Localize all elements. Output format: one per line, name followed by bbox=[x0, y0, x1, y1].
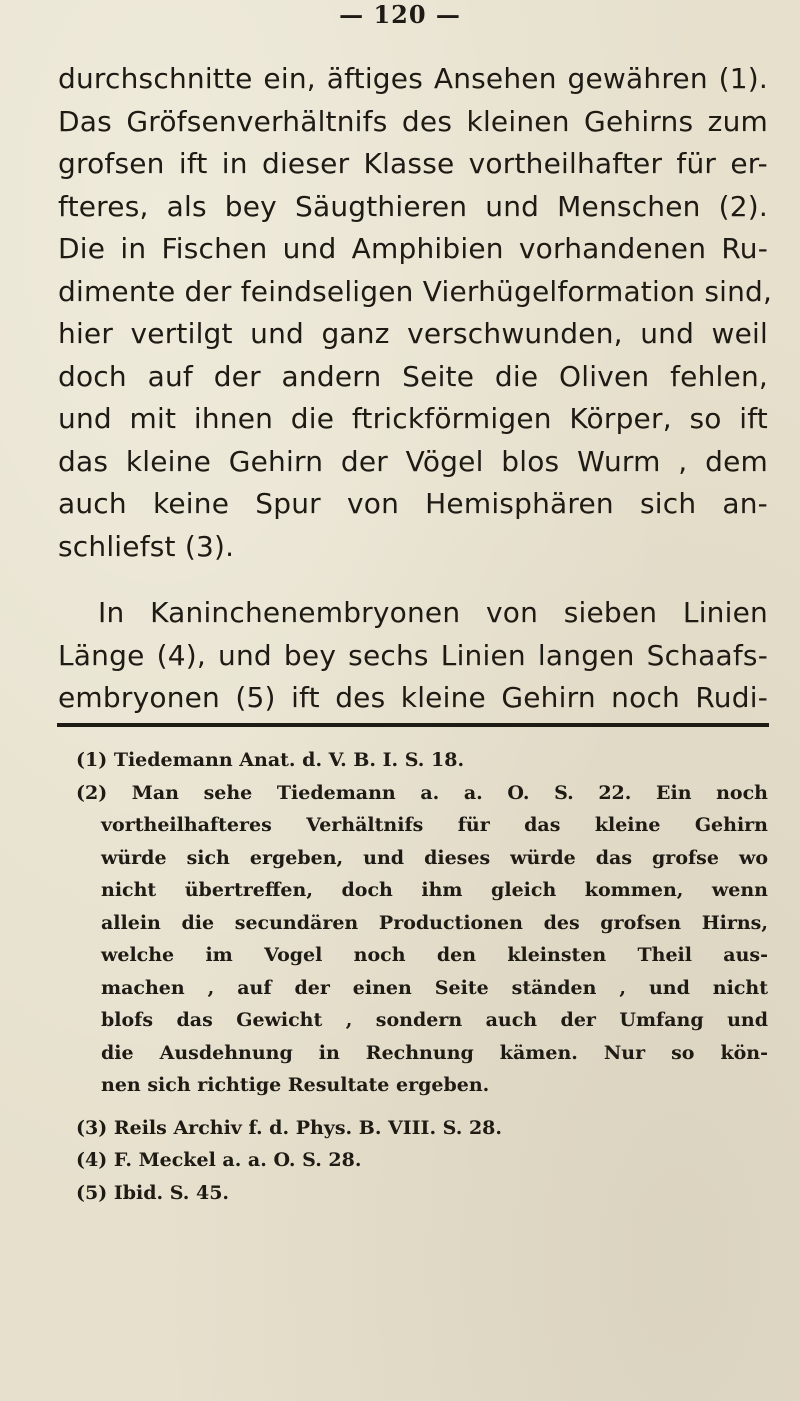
footnote-line: allein die secundären Productionen des grofsen Hirns, bbox=[101, 911, 768, 934]
paragraph-line: grofsen ift in dieser Klasse vortheilhafter für er- bbox=[58, 147, 768, 180]
footnote-separator-rule bbox=[57, 723, 769, 727]
footnote-line: (5) Ibid. S. 45. bbox=[76, 1181, 230, 1204]
paragraph-line: In Kaninchenembryonen von sieben Linien bbox=[98, 596, 768, 629]
footnote-5 bbox=[58, 1177, 768, 1210]
paragraph-line: Die in Fischen und Amphibien vorhandenen Ru- bbox=[58, 232, 768, 265]
footnote-line: nicht übertreffen, doch ihm gleich kommen, wenn bbox=[101, 879, 768, 901]
paragraph-line: dimente der feindseligen Vierhügelformation sind, bbox=[58, 274, 773, 308]
paragraph-line: und mit ihnen die ftrickförmigen Körper, so ift bbox=[58, 402, 768, 435]
footnote-line: (2) Man sehe Tiedemann a. a. O. S. 22. Ein noch bbox=[76, 781, 768, 804]
page-number: — 120 — bbox=[339, 0, 461, 29]
footnote-line: (1) Tiedemann Anat. d. V. B. I. S. 18. bbox=[76, 749, 465, 771]
paragraph-1 bbox=[58, 58, 773, 568]
paragraph-line: Das Gröfsenverhältnifs des kleinen Gehirns zum bbox=[58, 104, 768, 138]
paragraph-2 bbox=[58, 592, 768, 720]
footnote-3 bbox=[58, 1112, 768, 1145]
paragraph-line: fteres, als bey Säugthieren und Menschen (2). bbox=[58, 189, 768, 223]
paragraph-line: schliefst (3). bbox=[58, 529, 235, 563]
paragraph-line: doch auf der andern Seite die Oliven fehlen, bbox=[58, 359, 768, 393]
footnote-gap bbox=[58, 1102, 768, 1112]
paragraph-line: Länge (4), und bey sechs Linien langen Schaafs- bbox=[58, 638, 768, 672]
footnote-line: (3) Reils Archiv f. d. Phys. B. VIII. S. 28. bbox=[76, 1116, 503, 1139]
footnote-line: würde sich ergeben, und dieses würde das grofse wo bbox=[101, 846, 768, 869]
paragraph-line: embryonen (5) ift des kleine Gehirn noch Rudi- bbox=[58, 681, 768, 714]
footnote-line: (4) F. Meckel a. a. O. S. 28. bbox=[76, 1149, 362, 1171]
footnote-1 bbox=[58, 744, 768, 777]
paragraph-line: auch keine Spur von Hemisphären sich an- bbox=[58, 487, 768, 520]
paragraph-line: hier vertilgt und ganz verschwunden, und weil bbox=[58, 317, 768, 350]
paragraph-line: durchschnitte ein, äftiges Ansehen gewähren (1). bbox=[58, 62, 768, 95]
footnote-line: vortheilhafteres Verhältnifs für das kleine Gehirn bbox=[101, 814, 768, 836]
footnote-line: welche im Vogel noch den kleinsten Theil aus- bbox=[101, 944, 768, 966]
paragraph-line: das kleine Gehirn der Vögel blos Wurm , dem bbox=[58, 444, 768, 478]
footnote-line: blofs das Gewicht , sondern auch der Umfang und bbox=[101, 1009, 768, 1031]
footnote-4 bbox=[58, 1144, 768, 1177]
footnote-line: die Ausdehnung in Rechnung kämen. Nur so kön- bbox=[101, 1041, 768, 1064]
footnote-2 bbox=[58, 777, 768, 1102]
footnotes bbox=[58, 744, 768, 1209]
footnote-line: nen sich richtige Resultate ergeben. bbox=[101, 1074, 490, 1096]
footnote-line: machen , auf der einen Seite ständen , und nicht bbox=[101, 976, 768, 999]
